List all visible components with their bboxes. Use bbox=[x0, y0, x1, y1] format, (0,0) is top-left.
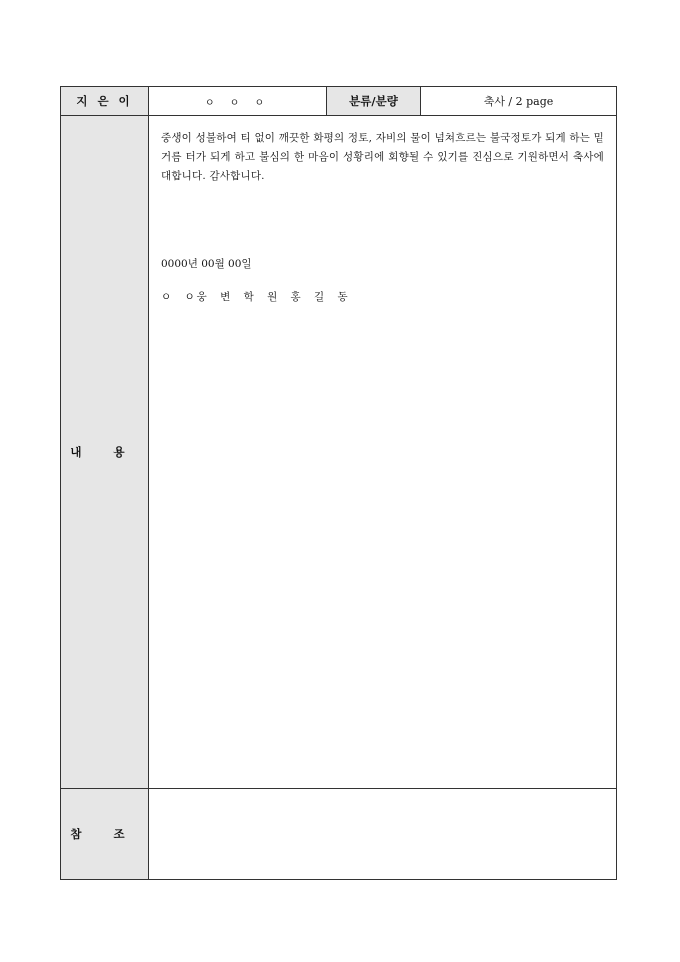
speech-signature: ㅇ ㅇ웅 변 학 원 홍 길 동 bbox=[161, 291, 350, 303]
content-row bbox=[61, 116, 616, 789]
content-body bbox=[149, 116, 616, 788]
content-label bbox=[61, 116, 149, 788]
reference-body bbox=[149, 789, 616, 879]
category-label: 분류/분량 bbox=[327, 87, 421, 115]
author-label: 지 은 이 bbox=[61, 87, 149, 115]
speech-text: 중생이 성불하여 티 없이 깨끗한 화평의 정토, 자비의 물이 넘쳐흐르는 불국정토가 되게 하는 밑거름 터가 되게 하고 불심의 한 마음이 성황리에 회향될 수 있기를 진심으로 기원하면서 축사에 대합니다. 감사합니다. bbox=[161, 132, 604, 182]
content-label-text: 내 용 bbox=[70, 445, 139, 459]
header-row bbox=[61, 87, 616, 116]
reference-label bbox=[61, 789, 149, 879]
speech-form bbox=[60, 86, 617, 880]
reference-label-text: 참 조 bbox=[70, 827, 139, 841]
category-value: 축사 / 2 page bbox=[483, 95, 554, 108]
speech-date: 0000년 00월 00일 bbox=[161, 258, 252, 270]
reference-row bbox=[61, 789, 616, 879]
author-value: ㅇ ㅇ ㅇ bbox=[149, 87, 327, 115]
